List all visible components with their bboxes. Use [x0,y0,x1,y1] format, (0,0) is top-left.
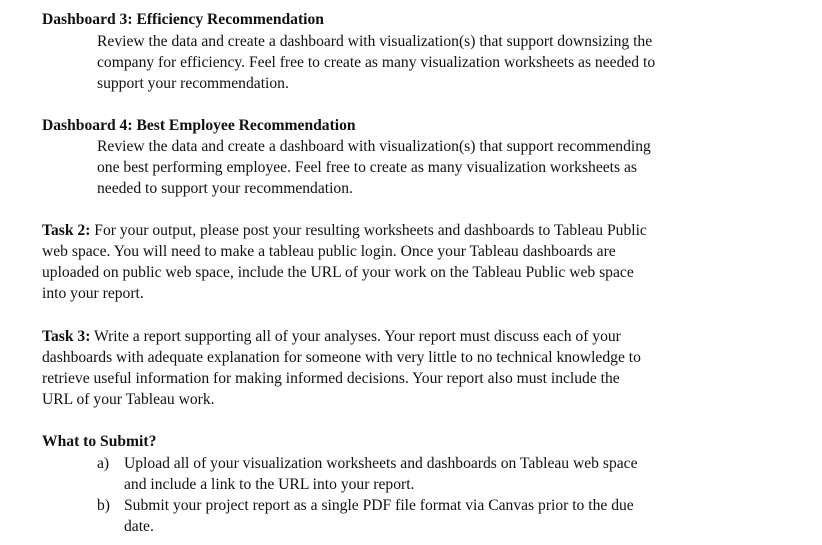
dashboard-4-line: Review the data and create a dashboard with visualization(s) that support recommending [97,138,651,155]
dashboard-3-line: company for efficiency. Feel free to create as many visualization worksheets as needed to [97,54,656,71]
dashboard-4-heading: Dashboard 4: Best Employee Recommendation [42,117,356,134]
task-3-first-line [42,326,802,347]
task-2-label: Task 2: [42,222,91,239]
what-to-submit-heading: What to Submit? [42,433,157,450]
list-item-line: date. [124,518,154,535]
task-2-line: into your report. [42,285,144,302]
dashboard-3-line: support your recommendation. [97,75,289,92]
task-3-line: URL of your Tableau work. [42,391,215,408]
list-item-line: Upload all of your visualization worksheets and dashboards on Tableau web space [124,455,638,472]
task-2-first-line-text: For your output, please post your resulting worksheets and dashboards to Tableau Public [90,222,647,239]
task-2-first-line [42,220,802,241]
task-3-line: retrieve useful information for making informed decisions. Your report also must include the [42,370,620,387]
list-item-text [124,453,764,495]
list-item-line: Submit your project report as a single PDF file format via Canvas prior to the due [124,497,634,514]
dashboard-4-line: one best performing employee. Feel free to create as many visualization worksheets as [97,159,637,176]
task-3-first-line-text: Write a report supporting all of your analyses. Your report must discuss each of your [90,328,621,345]
task-3-paragraph [42,326,802,410]
task-2-line: web space. You will need to make a tableau public login. Once your Tableau dashboards are [42,243,616,260]
dashboard-3-description [97,31,787,94]
dashboard-3-line: Review the data and create a dashboard with visualization(s) that support downsizing the [97,33,653,50]
list-item-line: and include a link to the URL into your report. [124,476,415,493]
task-3-label: Task 3: [42,328,91,345]
dashboard-3-heading: Dashboard 3: Efficiency Recommendation [42,11,324,28]
task-3-line: dashboards with adequate explanation for someone with very little to no technical knowledge to [42,349,641,366]
task-2-line: uploaded on public web space, include the URL of your work on the Tableau Public web space [42,264,634,281]
task-2-paragraph [42,220,802,304]
dashboard-4-description [97,136,787,199]
list-item-text [124,495,764,537]
list-marker: a) [97,455,110,472]
dashboard-4-line: needed to support your recommendation. [97,180,353,197]
list-marker: b) [97,497,110,514]
